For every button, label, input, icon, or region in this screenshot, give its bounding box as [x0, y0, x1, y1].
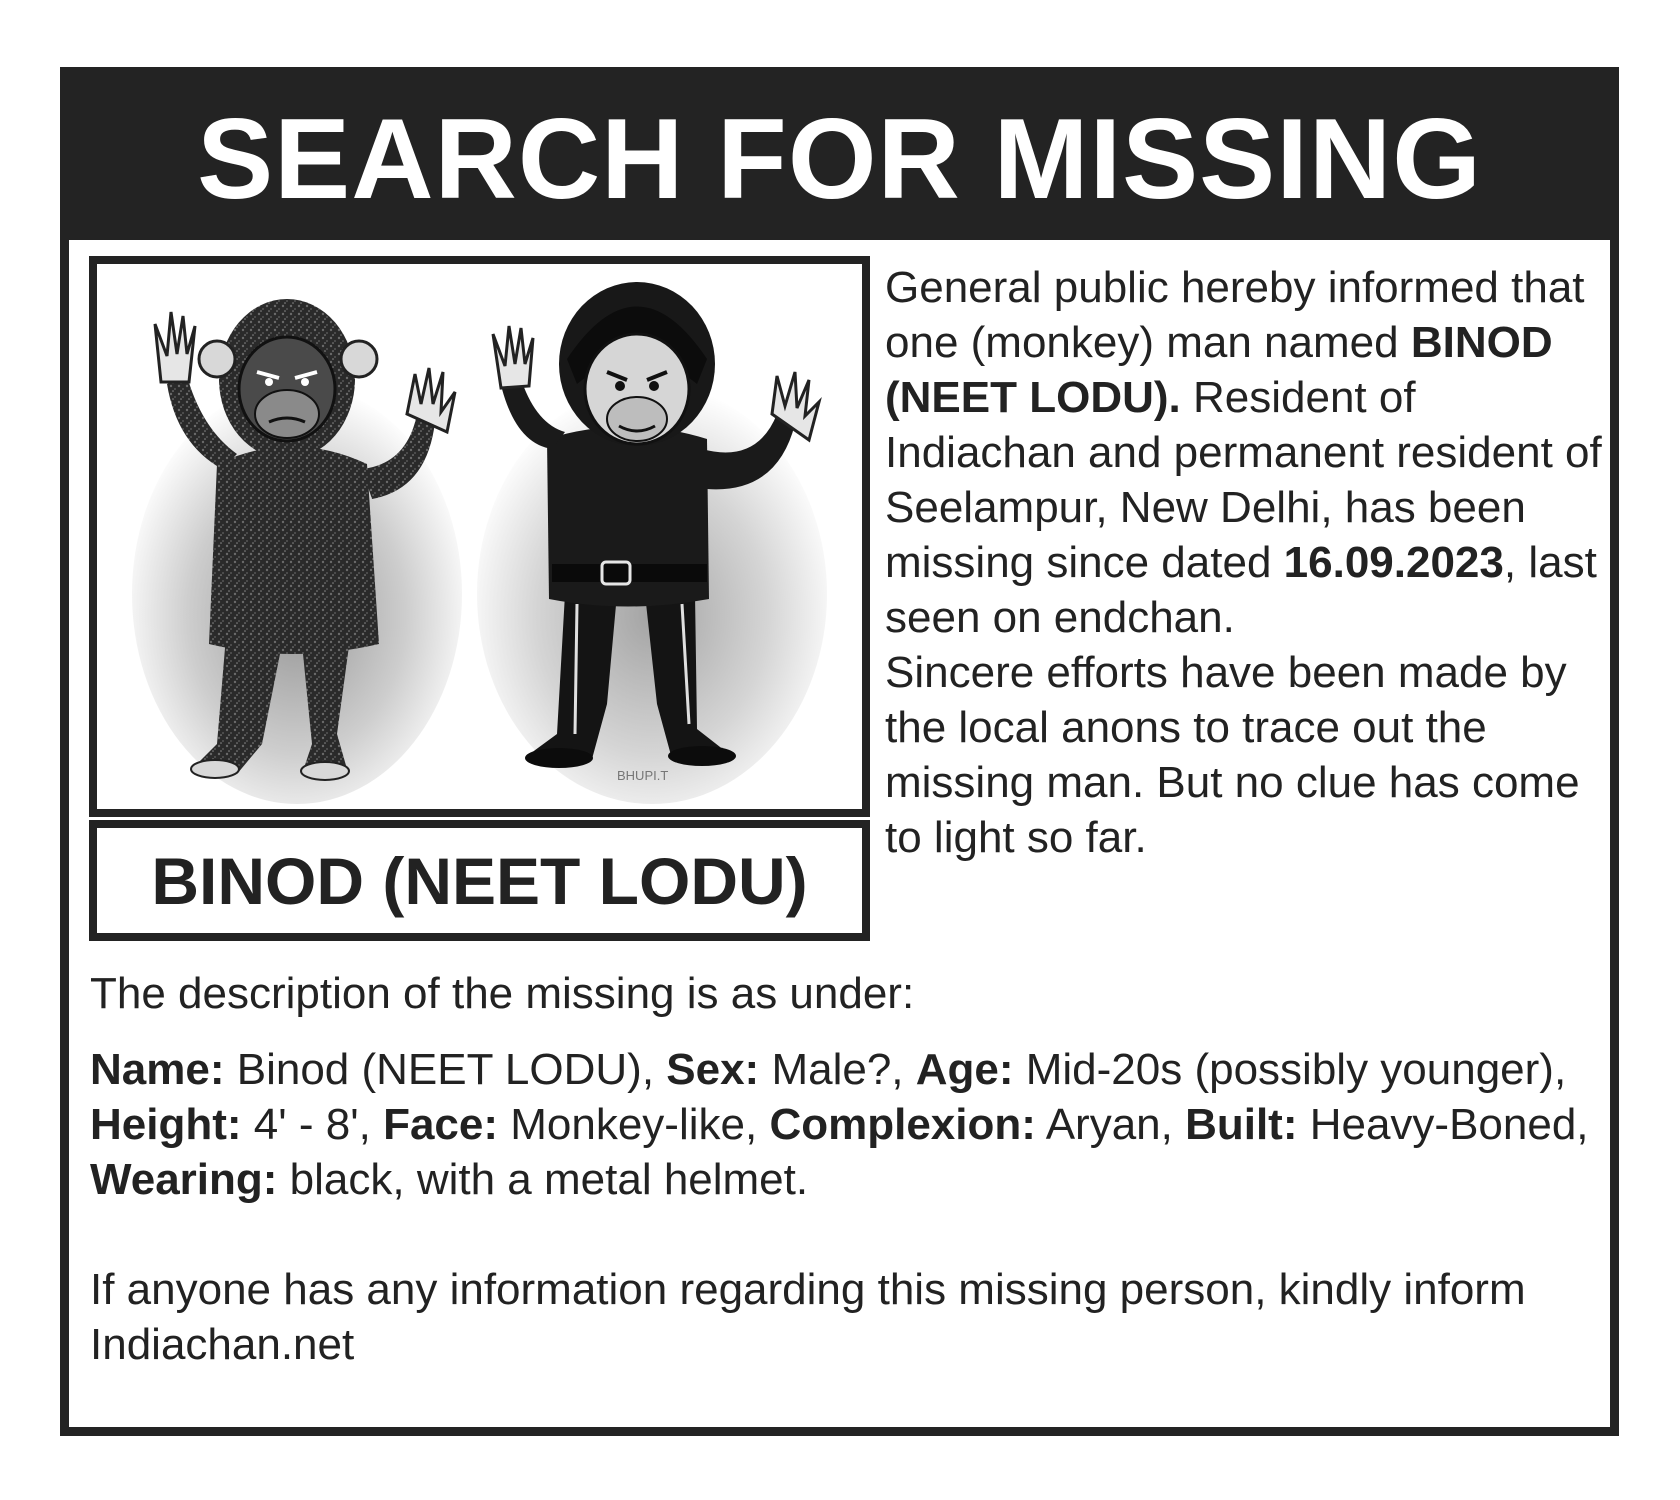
notice-paragraph-2: Sincere efforts have been made by the local anons to trace out the missing man. But no clue has come to light so far.: [885, 648, 1580, 862]
field-value: Monkey-like,: [498, 1100, 770, 1149]
notice-residence: Resident of Indiachan and permanent resident of Seelampur, New Delhi, has been missing since dated: [885, 373, 1602, 587]
field-value: Binod (NEET LODU),: [224, 1045, 667, 1094]
notice-last-seen: , last seen on endchan.: [885, 538, 1597, 642]
field-value: black, with a metal helmet.: [277, 1155, 809, 1204]
photo-frame: [89, 256, 870, 817]
field-value: 4' - 8',: [241, 1100, 384, 1149]
missing-date: 16.09.2023: [1283, 538, 1504, 587]
notice-intro: General public hereby informed that one (monkey) man named: [885, 263, 1585, 367]
notice-name: BINOD (NEET LODU).: [885, 318, 1553, 422]
field-label: Complexion:: [769, 1100, 1036, 1149]
field-label: Sex:: [666, 1045, 760, 1094]
field-label: Wearing:: [90, 1155, 278, 1204]
missing-poster: [60, 67, 1619, 1436]
description-intro: The description of the missing is as under:: [90, 969, 915, 1018]
name-caption-box: [89, 820, 870, 941]
field-label: Height:: [90, 1100, 242, 1149]
poster-title: SEARCH FOR MISSING: [197, 96, 1482, 223]
field-label: Name:: [90, 1045, 225, 1094]
field-value: Male?,: [759, 1045, 916, 1094]
field-value: Heavy-Boned,: [1297, 1100, 1589, 1149]
notice-text: [885, 260, 1610, 865]
field-value: Mid-20s (possibly younger),: [1013, 1045, 1567, 1094]
field-label: Built:: [1185, 1100, 1298, 1149]
contact-text: If anyone has any information regarding this missing person, kindly inform Indiachan.net: [90, 1265, 1526, 1369]
field-label: Face:: [383, 1100, 499, 1149]
description-details: [90, 1042, 1590, 1207]
poster-banner: [69, 76, 1610, 240]
artist-signature: BHUPI.T: [617, 768, 669, 783]
notice-paragraph-1: [885, 260, 1610, 645]
field-label: Age:: [915, 1045, 1014, 1094]
field-value: Aryan,: [1035, 1100, 1186, 1149]
missing-person-illustration: [97, 264, 862, 809]
name-caption: BINOD (NEET LODU): [151, 843, 808, 918]
